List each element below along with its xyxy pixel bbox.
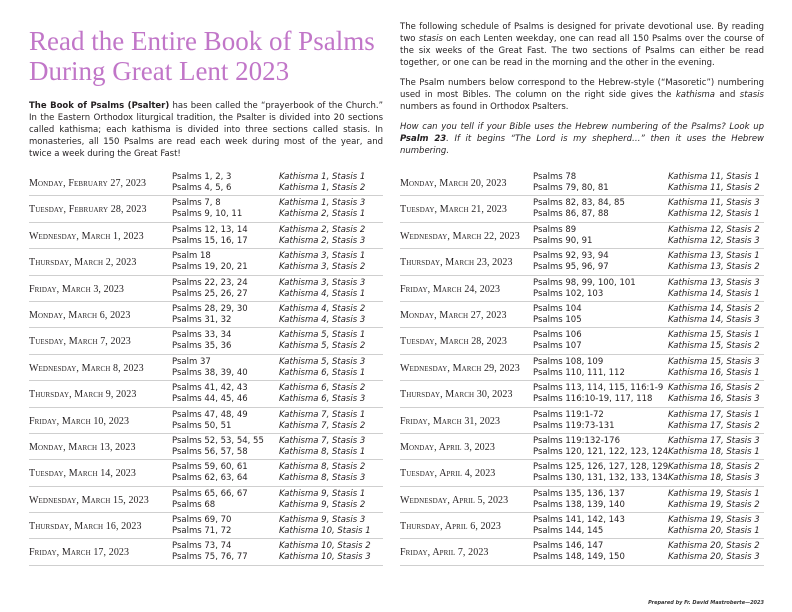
kathisma-stasis-1: Kathisma 20, Stasis 2	[668, 541, 760, 552]
day-kathisma	[279, 436, 365, 458]
day-psalms	[172, 172, 231, 194]
kathisma-stasis-2: Kathisma 8, Stasis 3	[279, 473, 366, 484]
day-date: Monday, March 6, 2023	[29, 309, 131, 321]
day-kathisma	[668, 330, 760, 352]
day-kathisma	[668, 304, 760, 326]
kathisma-stasis-1: Kathisma 8, Stasis 2	[279, 462, 366, 473]
psalms-reading-1: Psalms 89	[533, 224, 577, 235]
title-line-2: During Great Lent 2023	[29, 56, 290, 86]
kathisma-stasis-2: Kathisma 1, Stasis 2	[279, 183, 366, 193]
day-psalms	[172, 357, 248, 379]
psalms-reading-2: Psalms 119:73-131	[533, 420, 615, 431]
schedule-day-row	[400, 381, 764, 407]
day-date: Tuesday, February 28, 2023	[29, 204, 147, 216]
psalms-reading-1: Psalm 37	[172, 356, 211, 367]
day-date: Friday, March 10, 2023	[29, 415, 130, 427]
psalms-reading-2: Psalms 71, 72	[172, 526, 232, 537]
kathisma-stasis-1: Kathisma 7, Stasis 3	[279, 435, 366, 446]
psalms-reading-1: Psalms 98, 99, 100, 101	[533, 277, 636, 288]
day-psalms	[533, 462, 668, 484]
page-title	[29, 26, 389, 86]
kathisma-stasis-2: Kathisma 9, Stasis 2	[279, 499, 366, 510]
day-date: Thursday, March 16, 2023	[29, 521, 142, 533]
psalms-reading-2: Psalms 9, 10, 11	[172, 209, 243, 220]
day-kathisma	[279, 304, 365, 326]
schedule-day-row	[400, 487, 764, 513]
kathisma-stasis-1: Kathisma 1, Stasis 1	[279, 172, 366, 182]
day-psalms	[172, 304, 248, 326]
day-date: Thursday, March 23, 2023	[400, 257, 513, 269]
day-date: Friday, April 7, 2023	[400, 547, 489, 559]
psalms-reading-2: Psalms 19, 20, 21	[172, 262, 248, 273]
day-psalms	[172, 330, 231, 352]
day-psalms	[533, 357, 625, 379]
schedule-day-row	[400, 434, 764, 460]
day-date: Friday, March 3, 2023	[29, 283, 125, 295]
day-date: Tuesday, March 14, 2023	[29, 468, 136, 480]
kathisma-stasis-2: Kathisma 17, Stasis 2	[668, 420, 760, 431]
kathisma-stasis-2: Kathisma 11, Stasis 2	[668, 183, 760, 193]
instructions	[400, 21, 764, 165]
kathisma-stasis-1: Kathisma 9, Stasis 1	[279, 488, 366, 499]
psalms-reading-2: Psalms 4, 5, 6	[172, 183, 232, 193]
day-kathisma	[279, 489, 365, 511]
kathisma-stasis-1: Kathisma 10, Stasis 2	[279, 541, 371, 552]
kathisma-stasis-2: Kathisma 15, Stasis 2	[668, 341, 760, 352]
kathisma-stasis-2: Kathisma 16, Stasis 3	[668, 394, 760, 405]
day-kathisma	[279, 541, 371, 563]
psalms-reading-2: Psalms 86, 87, 88	[533, 209, 609, 220]
credit-line: Prepared by Fr. David Mastroberte—2023	[648, 600, 764, 606]
schedule-day-row	[29, 249, 383, 275]
day-date: Monday, April 3, 2023	[400, 441, 495, 453]
day-date: Tuesday, March 7, 2023	[29, 336, 131, 348]
psalms-reading-1: Psalms 135, 136, 137	[533, 488, 625, 499]
psalms-reading-1: Psalms 82, 83, 84, 85	[533, 198, 625, 209]
kathisma-stasis-2: Kathisma 13, Stasis 2	[668, 262, 760, 273]
psalms-reading-2: Psalms 50, 51	[172, 420, 232, 431]
day-kathisma	[668, 436, 760, 458]
kathisma-stasis-1: Kathisma 11, Stasis 3	[668, 198, 760, 209]
day-date: Tuesday, April 4, 2023	[400, 468, 496, 480]
kathisma-stasis-2: Kathisma 14, Stasis 1	[668, 288, 760, 299]
psalms-reading-1: Psalms 146, 147	[533, 541, 604, 552]
kathisma-stasis-2: Kathisma 18, Stasis 3	[668, 473, 760, 484]
psalms-reading-2: Psalms 38, 39, 40	[172, 367, 248, 378]
psalms-reading-1: Psalms 108, 109	[533, 356, 604, 367]
psalms-reading-2: Psalms 79, 80, 81	[533, 183, 609, 193]
day-kathisma	[668, 278, 760, 300]
kathisma-stasis-1: Kathisma 3, Stasis 3	[279, 277, 366, 288]
psalms-reading-1: Psalms 65, 66, 67	[172, 488, 248, 499]
schedule-day-row	[400, 302, 764, 328]
day-date: Tuesday, March 28, 2023	[400, 336, 507, 348]
day-kathisma	[668, 357, 760, 379]
schedule-day-row	[29, 276, 383, 302]
day-psalms	[533, 436, 668, 458]
day-psalms	[172, 383, 248, 405]
day-psalms	[172, 410, 248, 432]
psalms-reading-1: Psalms 47, 48, 49	[172, 409, 248, 420]
psalms-reading-2: Psalms 110, 111, 112	[533, 367, 625, 378]
p1-text-a: The following schedule of Psalms is designed for private devotional use. By reading two	[400, 22, 764, 44]
day-kathisma	[668, 251, 760, 273]
kathisma-stasis-1: Kathisma 15, Stasis 3	[668, 356, 760, 367]
day-date: Friday, March 31, 2023	[400, 415, 501, 427]
kathisma-stasis-1: Kathisma 17, Stasis 3	[668, 435, 760, 446]
day-kathisma	[668, 172, 760, 194]
p2-text-c: and	[715, 90, 740, 100]
schedule-day-row	[29, 223, 383, 249]
day-kathisma	[668, 489, 760, 511]
day-kathisma	[279, 357, 365, 379]
kathisma-stasis-1: Kathisma 4, Stasis 2	[279, 303, 366, 314]
psalms-reading-2: Psalms 95, 96, 97	[533, 262, 609, 273]
kathisma-stasis-2: Kathisma 19, Stasis 2	[668, 499, 760, 510]
psalms-reading-1: Psalms 1, 2, 3	[172, 172, 232, 182]
schedule-day-row	[400, 513, 764, 539]
p2-term-stasis: stasis	[739, 90, 764, 100]
day-date: Friday, March 17, 2023	[29, 547, 130, 559]
psalms-reading-2: Psalms 105	[533, 314, 582, 325]
day-psalms	[172, 251, 248, 273]
psalms-reading-2: Psalms 107	[533, 341, 582, 352]
kathisma-stasis-1: Kathisma 18, Stasis 2	[668, 462, 760, 473]
psalms-reading-2: Psalms 62, 63, 64	[172, 473, 248, 484]
day-psalms	[172, 436, 264, 458]
p3-text-a: How can you tell if your Bible uses the Hebrew numbering of the Psalms? Look up	[400, 122, 764, 132]
day-kathisma	[279, 462, 365, 484]
psalms-reading-2: Psalms 90, 91	[533, 235, 593, 246]
psalms-reading-1: Psalms 33, 34	[172, 330, 232, 341]
day-psalms	[172, 198, 242, 220]
day-date: Friday, March 24, 2023	[400, 283, 501, 295]
day-date: Thursday, March 9, 2023	[29, 389, 137, 401]
psalms-reading-1: Psalms 41, 42, 43	[172, 383, 248, 394]
kathisma-stasis-2: Kathisma 4, Stasis 3	[279, 314, 366, 325]
psalms-reading-1: Psalms 104	[533, 303, 582, 314]
kathisma-stasis-2: Kathisma 2, Stasis 1	[279, 209, 366, 220]
schedule-day-row	[400, 328, 764, 354]
kathisma-stasis-2: Kathisma 20, Stasis 3	[668, 552, 760, 563]
kathisma-stasis-2: Kathisma 20, Stasis 1	[668, 526, 760, 537]
psalms-reading-1: Psalms 141, 142, 143	[533, 515, 625, 526]
instructions-paragraph-1	[400, 21, 764, 69]
day-date: Monday, March 20, 2023	[400, 178, 507, 189]
kathisma-stasis-2: Kathisma 2, Stasis 3	[279, 235, 366, 246]
day-psalms	[533, 515, 625, 537]
psalms-reading-2: Psalms 15, 16, 17	[172, 235, 248, 246]
schedule-day-row	[29, 328, 383, 354]
title-line-1: Read the Entire Book of Psalms	[29, 26, 375, 56]
kathisma-stasis-2: Kathisma 3, Stasis 2	[279, 262, 366, 273]
psalms-reading-1: Psalms 73, 74	[172, 541, 232, 552]
intro-lead: The Book of Psalms (Psalter)	[29, 101, 170, 111]
day-psalms	[172, 541, 248, 563]
psalms-reading-2: Psalms 75, 76, 77	[172, 552, 248, 563]
psalms-reading-1: Psalms 92, 93, 94	[533, 251, 609, 262]
psalms-reading-1: Psalms 52, 53, 54, 55	[172, 435, 264, 446]
psalms-reading-2: Psalms 148, 149, 150	[533, 552, 625, 563]
kathisma-stasis-2: Kathisma 18, Stasis 1	[668, 446, 760, 457]
day-psalms	[533, 541, 625, 563]
schedule-day-row	[400, 170, 764, 196]
psalms-reading-1: Psalms 106	[533, 330, 582, 341]
psalms-reading-2: Psalms 102, 103	[533, 288, 604, 299]
day-psalms	[533, 330, 582, 352]
day-date: Tuesday, March 21, 2023	[400, 204, 507, 216]
kathisma-stasis-2: Kathisma 14, Stasis 3	[668, 314, 760, 325]
kathisma-stasis-1: Kathisma 7, Stasis 1	[279, 409, 366, 420]
kathisma-stasis-1: Kathisma 12, Stasis 2	[668, 224, 760, 235]
day-psalms	[172, 462, 248, 484]
schedule-left-column	[29, 170, 383, 566]
schedule-day-row	[29, 170, 383, 196]
p2-term-kathisma: kathisma	[675, 90, 715, 100]
day-psalms	[533, 304, 582, 326]
p1-text-c: on each Lenten weekday, one can read all 150 Psalms over the course of the six weeks of the Great Fast. The two sections of Psalms can either be read together, or one can be read in the morning and the other in the evening.	[400, 34, 764, 68]
kathisma-stasis-1: Kathisma 14, Stasis 2	[668, 303, 760, 314]
day-kathisma	[668, 198, 760, 220]
p2-text-a: The Psalm numbers below correspond to the Hebrew-style (“Masoretic”) numbering used in most Bibles. The column on the right side gives the	[400, 78, 764, 100]
day-date: Wednesday, March 1, 2023	[29, 230, 144, 242]
day-date: Monday, February 27, 2023	[29, 178, 147, 189]
kathisma-stasis-2: Kathisma 5, Stasis 2	[279, 341, 366, 352]
kathisma-stasis-1: Kathisma 16, Stasis 2	[668, 383, 760, 394]
day-kathisma	[279, 225, 365, 247]
day-psalms	[533, 251, 609, 273]
kathisma-stasis-2: Kathisma 8, Stasis 1	[279, 446, 366, 457]
day-kathisma	[279, 515, 371, 537]
kathisma-stasis-2: Kathisma 12, Stasis 1	[668, 209, 760, 220]
day-kathisma	[279, 330, 365, 352]
day-psalms	[533, 489, 625, 511]
day-kathisma	[279, 198, 365, 220]
day-psalms	[172, 278, 248, 300]
day-kathisma	[279, 251, 365, 273]
day-kathisma	[668, 383, 760, 405]
kathisma-stasis-1: Kathisma 6, Stasis 2	[279, 383, 366, 394]
psalms-reading-1: Psalms 125, 126, 127, 128, 129	[533, 462, 669, 473]
schedule-day-row	[400, 460, 764, 486]
day-psalms	[172, 489, 248, 511]
schedule-day-row	[29, 196, 383, 222]
schedule-day-row	[29, 355, 383, 381]
day-psalms	[533, 172, 609, 194]
kathisma-stasis-1: Kathisma 2, Stasis 2	[279, 224, 366, 235]
psalms-reading-1: Psalms 119:1-72	[533, 409, 604, 420]
kathisma-stasis-2: Kathisma 16, Stasis 1	[668, 367, 760, 378]
schedule-right-column	[400, 170, 764, 566]
day-date: Wednesday, April 5, 2023	[400, 494, 509, 506]
psalms-reading-1: Psalms 113, 114, 115, 116:1-9	[533, 383, 664, 394]
p3-text-c: . If it begins “The Lord is my shepherd…” then it uses the Hebrew numbering.	[400, 134, 765, 156]
day-psalms	[533, 383, 663, 405]
day-kathisma	[668, 515, 760, 537]
day-kathisma	[279, 383, 365, 405]
day-psalms	[533, 278, 636, 300]
schedule-day-row	[29, 434, 383, 460]
schedule-day-row	[400, 196, 764, 222]
kathisma-stasis-1: Kathisma 3, Stasis 1	[279, 251, 366, 262]
psalms-reading-2: Psalms 56, 57, 58	[172, 446, 248, 457]
psalms-reading-2: Psalms 31, 32	[172, 314, 232, 325]
psalms-reading-1: Psalms 7, 8	[172, 198, 221, 209]
day-date: Thursday, April 6, 2023	[400, 521, 501, 533]
kathisma-stasis-2: Kathisma 6, Stasis 3	[279, 394, 366, 405]
day-psalms	[533, 225, 592, 247]
kathisma-stasis-1: Kathisma 11, Stasis 1	[668, 172, 760, 182]
kathisma-stasis-2: Kathisma 10, Stasis 1	[279, 526, 371, 537]
day-kathisma	[668, 462, 760, 484]
day-date: Thursday, March 2, 2023	[29, 257, 137, 269]
day-kathisma	[279, 278, 365, 300]
psalms-reading-2: Psalms 144, 145	[533, 526, 604, 537]
psalms-reading-1: Psalms 119:132-176	[533, 435, 620, 446]
kathisma-stasis-1: Kathisma 13, Stasis 1	[668, 251, 760, 262]
schedule-day-row	[29, 408, 383, 434]
kathisma-stasis-2: Kathisma 6, Stasis 1	[279, 367, 366, 378]
psalms-reading-2: Psalms 68	[172, 499, 216, 510]
psalms-reading-1: Psalms 28, 29, 30	[172, 303, 248, 314]
day-date: Monday, March 27, 2023	[400, 309, 507, 321]
day-date: Wednesday, March 8, 2023	[29, 362, 144, 374]
kathisma-stasis-1: Kathisma 5, Stasis 3	[279, 356, 366, 367]
schedule-day-row	[29, 381, 383, 407]
schedule-day-row	[29, 302, 383, 328]
schedule-day-row	[29, 513, 383, 539]
intro-paragraph	[29, 100, 383, 160]
kathisma-stasis-1: Kathisma 19, Stasis 1	[668, 488, 760, 499]
schedule-day-row	[29, 487, 383, 513]
day-date: Thursday, March 30, 2023	[400, 389, 513, 401]
kathisma-stasis-1: Kathisma 13, Stasis 3	[668, 277, 760, 288]
kathisma-stasis-1: Kathisma 1, Stasis 3	[279, 198, 366, 209]
kathisma-stasis-1: Kathisma 19, Stasis 3	[668, 515, 760, 526]
psalms-reading-2: Psalms 25, 26, 27	[172, 288, 248, 299]
schedule-day-row	[400, 355, 764, 381]
day-date: Wednesday, March 29, 2023	[400, 362, 520, 374]
psalms-reading-1: Psalms 22, 23, 24	[172, 277, 248, 288]
kathisma-stasis-1: Kathisma 17, Stasis 1	[668, 409, 760, 420]
psalms-reading-2: Psalms 120, 121, 122, 123, 124	[533, 446, 669, 457]
day-kathisma	[668, 541, 760, 563]
schedule-day-row	[29, 460, 383, 486]
day-psalms	[172, 515, 231, 537]
psalms-reading-2: Psalms 138, 139, 140	[533, 499, 625, 510]
p1-term-stasis: stasis	[418, 34, 443, 44]
kathisma-stasis-2: Kathisma 10, Stasis 3	[279, 552, 371, 563]
psalms-reading-1: Psalm 18	[172, 251, 211, 262]
schedule-day-row	[29, 539, 383, 565]
schedule-day-row	[400, 408, 764, 434]
p3-psalm-23: Psalm 23	[400, 134, 447, 144]
day-psalms	[533, 198, 625, 220]
psalms-reading-1: Psalms 12, 13, 14	[172, 224, 248, 235]
day-date: Wednesday, March 15, 2023	[29, 494, 149, 506]
kathisma-stasis-1: Kathisma 5, Stasis 1	[279, 330, 366, 341]
day-date: Monday, March 13, 2023	[29, 441, 136, 453]
day-psalms	[172, 225, 248, 247]
psalms-reading-1: Psalms 59, 60, 61	[172, 462, 248, 473]
kathisma-stasis-2: Kathisma 4, Stasis 1	[279, 288, 366, 299]
day-date: Wednesday, March 22, 2023	[400, 230, 520, 242]
schedule-day-row	[400, 249, 764, 275]
schedule-day-row	[400, 223, 764, 249]
schedule-day-row	[400, 276, 764, 302]
psalms-reading-2: Psalms 35, 36	[172, 341, 232, 352]
day-kathisma	[668, 410, 760, 432]
kathisma-stasis-1: Kathisma 9, Stasis 3	[279, 515, 366, 526]
psalms-reading-2: Psalms 116:10-19, 117, 118	[533, 394, 653, 405]
psalms-reading-1: Psalms 69, 70	[172, 515, 232, 526]
p2-text-e: numbers as found in Orthodox Psalters.	[400, 102, 569, 112]
psalms-reading-1: Psalms 78	[533, 172, 577, 182]
day-kathisma	[279, 172, 365, 194]
day-kathisma	[668, 225, 760, 247]
schedule-day-row	[400, 539, 764, 565]
day-kathisma	[279, 410, 365, 432]
day-psalms	[533, 410, 615, 432]
intro-body: has been called the “prayerbook of the Church.” In the Eastern Orthodox liturgical tradition, the Psalter is divided into 20 sections called kathisma; each kathisma is divided into three sections called stasis. In monasteries, all 150 Psalms are read each week during most of the year, and twice a week during the Great Fast!	[29, 101, 383, 159]
psalms-reading-2: Psalms 44, 45, 46	[172, 394, 248, 405]
kathisma-stasis-2: Kathisma 7, Stasis 2	[279, 420, 366, 431]
kathisma-stasis-2: Kathisma 12, Stasis 3	[668, 235, 760, 246]
instructions-paragraph-3	[400, 121, 764, 157]
psalms-reading-2: Psalms 130, 131, 132, 133, 134	[533, 473, 669, 484]
kathisma-stasis-1: Kathisma 15, Stasis 1	[668, 330, 760, 341]
instructions-paragraph-2	[400, 77, 764, 113]
